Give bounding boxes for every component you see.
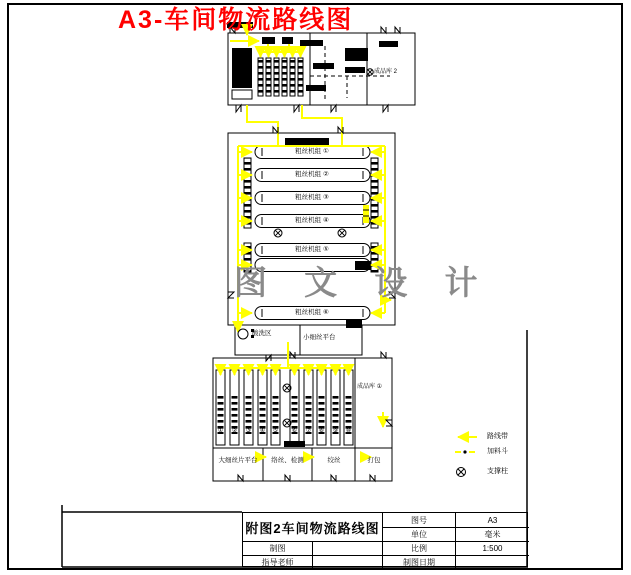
finished-store-2-label: 成品库 2 [374, 69, 398, 75]
room-label-packing: 打包 [367, 457, 381, 464]
legend-hopper-label: 加料斗 [487, 448, 508, 455]
machine-label-6: 粗丝机组 ⑥ [295, 309, 329, 316]
bottom-machine-number: ② [231, 428, 238, 434]
machine-label-1: 粗丝机组 ① [295, 148, 329, 155]
bottom-machine-number: ⑧ [318, 428, 325, 434]
field-drawing-no-label: 图号 [383, 513, 456, 528]
bottom-machine-number: ⑦ [305, 428, 312, 434]
hopper-symbol [363, 205, 467, 454]
room-label-winding-inspect: 络丝、检测 [271, 457, 304, 464]
field-scale-value: 1:500 [456, 542, 529, 556]
field-supervisor-label: 指导老师 [243, 556, 313, 568]
page-title: A3-车间物流路线图 [118, 6, 354, 34]
room-label-twisting: 绞丝 [327, 457, 341, 464]
legend-column-label: 支撑柱 [487, 468, 508, 475]
title-block [242, 512, 528, 567]
bottom-machine-number: ⑨ [332, 428, 339, 434]
field-unit-value: 毫米 [456, 528, 529, 542]
pickling-area-label: 酸洗区 [252, 330, 272, 337]
field-drafter-label: 制图 [243, 542, 313, 556]
legend-route-label: 路线带 [487, 433, 508, 440]
room-label-big-platform: 大细丝片平台 [218, 457, 258, 464]
bottom-machine-number: ① [217, 428, 224, 434]
watermark: 图 文 设 计 [234, 264, 492, 301]
bottom-machine-number: ③ [245, 428, 252, 434]
finished-store-1-label: 成品库 ① [357, 384, 383, 390]
bottom-machine-number: ⑩ [345, 428, 352, 434]
bottom-machine-number: ⑥ [291, 428, 298, 434]
bottom-machine-number: ④ [259, 428, 266, 434]
field-unit-label: 单位 [383, 528, 456, 542]
title-block-drawing-title: 附图2车间物流路线图 [243, 513, 383, 542]
field-drafter-value [313, 542, 383, 556]
white-block [232, 90, 252, 99]
machine-label-4: 粗丝机组 ④ [295, 217, 329, 224]
field-date-value [456, 556, 529, 568]
field-scale-label: 比例 [383, 542, 456, 556]
machine-label-5: 粗丝机组 ⑤ [295, 246, 329, 253]
field-supervisor-value [313, 556, 383, 568]
machine-label-3: 粗丝机组 ③ [295, 194, 329, 201]
field-drawing-no-value: A3 [456, 513, 529, 528]
field-date-label: 制图日期 [383, 556, 456, 568]
bottom-machine-number: ⑤ [272, 428, 279, 434]
machine-label-2: 粗丝机组 ② [295, 171, 329, 178]
small-platform-label: 小细丝平台 [303, 334, 336, 341]
